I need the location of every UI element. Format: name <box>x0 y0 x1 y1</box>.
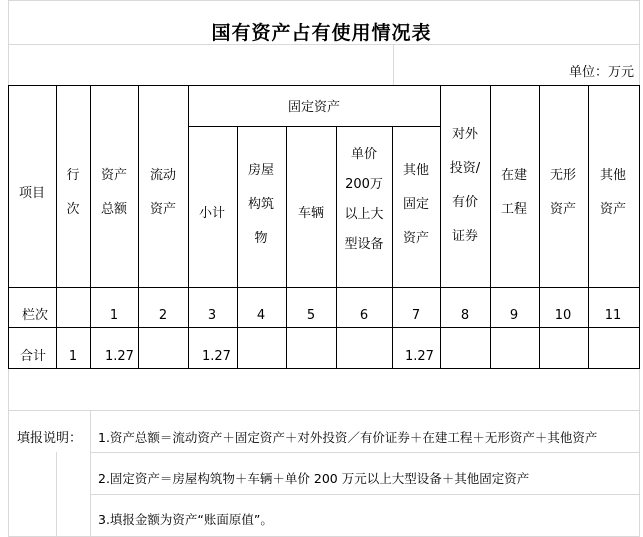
table-border <box>392 126 393 369</box>
header-construction: 在建 工程 <box>500 168 528 217</box>
table-border <box>8 85 9 369</box>
header-large-equipment: 单价 200万 以上大 型设备 <box>344 147 384 252</box>
header-vehicles: 车辆 <box>297 206 325 221</box>
table-border <box>138 85 139 369</box>
header-item: 项目 <box>18 186 46 201</box>
column-index: 5 <box>306 308 316 323</box>
header-fixed-assets: 固定资产 <box>287 100 341 115</box>
column-index: 9 <box>509 308 519 323</box>
note-line: 3.填报金额为资产“账面原值”。 <box>98 512 273 527</box>
gridline <box>639 369 640 537</box>
table-border <box>490 85 491 369</box>
notes-label: 填报说明： <box>17 431 83 446</box>
table-border <box>8 85 640 86</box>
column-index: 8 <box>460 308 470 323</box>
table-border <box>8 368 640 369</box>
table-border <box>237 126 238 369</box>
table-border <box>588 85 589 369</box>
gridline <box>90 452 640 453</box>
column-index: 7 <box>411 308 421 323</box>
table-border <box>639 85 640 369</box>
gridline <box>393 44 394 85</box>
header-current-assets: 流动 资产 <box>149 168 177 217</box>
table-border <box>539 85 540 369</box>
table-border <box>440 85 441 369</box>
column-index: 6 <box>359 308 369 323</box>
table-border <box>8 327 640 328</box>
total-row-other-fixed: 1.27 <box>405 349 434 364</box>
header-investment: 对外 投资/ 有价 证券 <box>449 127 481 244</box>
column-index: 4 <box>256 308 266 323</box>
header-intangible: 无形 资产 <box>549 168 577 217</box>
gridline <box>8 0 640 1</box>
column-index: 1 <box>109 308 119 323</box>
column-index: 11 <box>604 308 622 323</box>
header-total-assets: 资产 总额 <box>100 168 128 217</box>
total-row-label: 合计 <box>20 349 47 364</box>
gridline <box>90 410 91 537</box>
header-buildings: 房屋 构筑 物 <box>247 163 275 246</box>
gridline <box>8 369 9 537</box>
column-index: 3 <box>207 308 217 323</box>
total-row-total-assets: 1.27 <box>105 349 134 364</box>
table-border <box>188 126 440 127</box>
column-index: 10 <box>554 308 572 323</box>
table-border <box>90 85 91 369</box>
page-title: 国有资产占有使用情况表 <box>211 22 432 44</box>
note-line: 2.固定资产＝房屋构筑物＋车辆＋单价 200 万元以上大型设备＋其他固定资产 <box>98 471 530 486</box>
gridline <box>90 494 640 495</box>
column-index-label: 栏次 <box>22 308 49 323</box>
unit-label: 单位：万元 <box>568 65 634 80</box>
total-row-line-number: 1 <box>68 349 78 364</box>
total-row-subtotal: 1.27 <box>202 349 231 364</box>
header-row-number: 行 次 <box>66 168 80 217</box>
gridline <box>8 410 640 411</box>
gridline <box>56 452 57 537</box>
note-line: 1.资产总额＝流动资产＋固定资产＋对外投资／有价证券＋在建工程＋无形资产＋其他资产 <box>98 430 598 445</box>
header-other-assets: 其他 资产 <box>599 168 627 217</box>
table-border <box>56 85 57 369</box>
table-border <box>8 287 640 288</box>
column-index: 2 <box>158 308 168 323</box>
table-border <box>286 126 287 369</box>
table-border <box>188 85 189 369</box>
header-subtotal: 小计 <box>198 206 226 221</box>
table-border <box>336 126 337 369</box>
header-other-fixed: 其他 固定 资产 <box>402 163 430 246</box>
